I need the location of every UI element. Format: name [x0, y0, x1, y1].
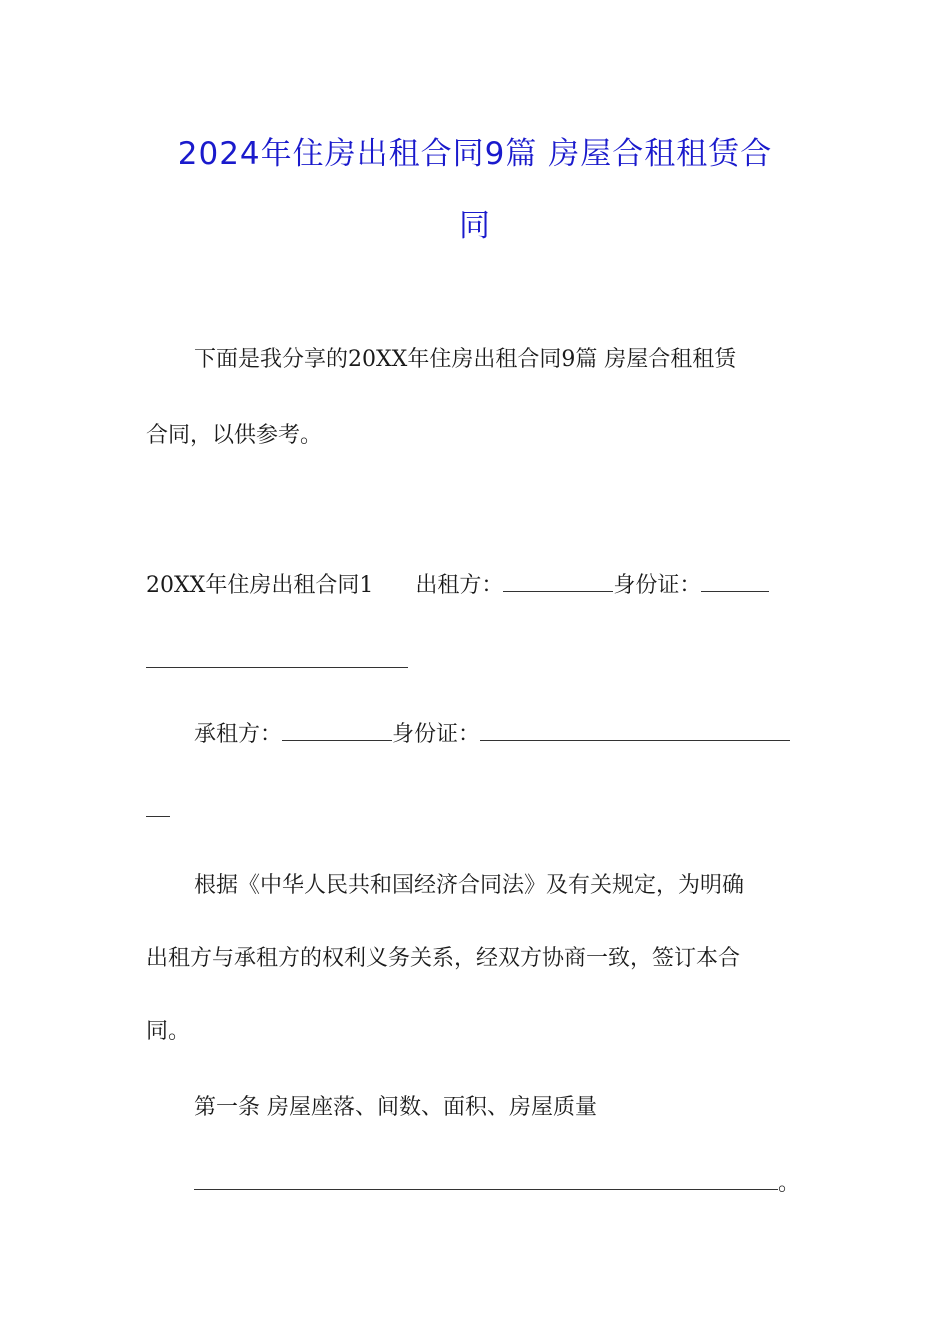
- lessee-id-label: 身份证：: [392, 722, 481, 747]
- basis-line-1: 根据《中华人民共和国经济合同法》及有关规定，为明确: [194, 873, 745, 898]
- lessor-id-blank: [701, 573, 769, 592]
- lessor-id-label: 身份证：: [613, 573, 702, 598]
- lessor-label: 出租方：: [415, 573, 504, 598]
- lessee-id-blank-continued-row: [146, 797, 804, 825]
- lessee-id-blank: [480, 722, 790, 741]
- basis-line-3: 同。: [146, 1019, 191, 1044]
- document-title-line-2: 同: [459, 208, 491, 244]
- lessor-id-blank-continued-row: [146, 648, 804, 676]
- intro-line-1: 下面是我分享的20XX年住房出租合同9篇 房屋合租租赁: [194, 347, 737, 372]
- lessee-name-blank: [282, 722, 392, 741]
- lessor-id-blank-continued: [146, 649, 408, 668]
- contract-lessor-row: [146, 572, 804, 600]
- article-1-end-mark: 。: [778, 1171, 801, 1196]
- contract-heading: 20XX年住房出租合同1: [146, 573, 374, 598]
- article-1-heading: 第一条 房屋座落、间数、面积、房屋质量: [194, 1095, 597, 1120]
- intro-line-2: 合同，以供参考。: [146, 423, 323, 448]
- document-title-line-1: 2024年住房出租合同9篇 房屋合租租赁合: [177, 136, 773, 172]
- lessee-row: [194, 721, 852, 749]
- article-1-blank-row: [194, 1170, 852, 1198]
- basis-line-2: 出租方与承租方的权利义务关系，经双方协商一致，签订本合: [146, 946, 741, 971]
- article-1-blank: [194, 1171, 778, 1190]
- lessee-label: 承租方：: [194, 722, 283, 747]
- lessor-name-blank: [503, 573, 613, 592]
- lessee-id-blank-continued: [146, 798, 170, 817]
